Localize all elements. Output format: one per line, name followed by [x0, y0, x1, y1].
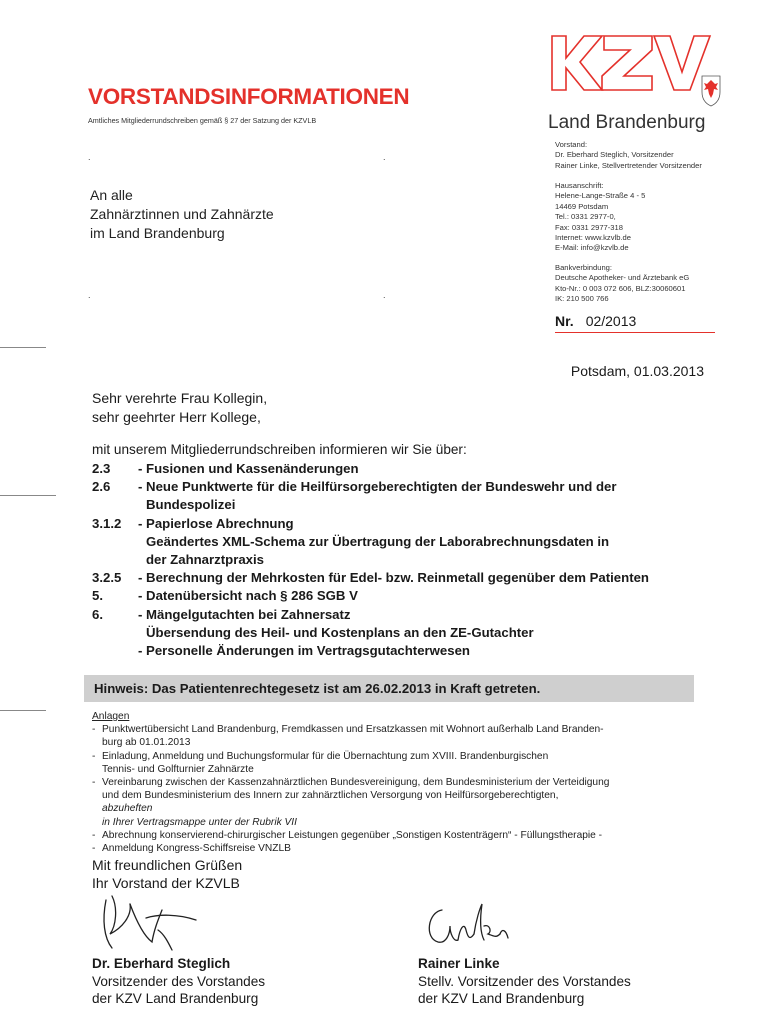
signatory-steglich [92, 955, 265, 1008]
attachment-text: und dem Bundesministerium des Innern zur zahnärztlichen Versorgung von Heilfürsorgeberechtigten, [102, 790, 559, 802]
document-title: VORSTANDSINFORMATIONEN [88, 84, 410, 109]
topic-item [92, 569, 712, 587]
topic-item [92, 460, 712, 478]
attachment-line: in Ihrer Vertragsmappe unter der Rubrik VII [102, 816, 297, 828]
signatory-org: der KZV Land Brandenburg [92, 991, 259, 1006]
attachment-emphasis: abzuheften [102, 803, 153, 815]
fold-mark [0, 347, 46, 348]
topic-item [92, 606, 712, 661]
address-line: im Land Brandenburg [90, 225, 225, 241]
intro-text: mit unserem Mitgliederrundschreiben informieren wir Sie über: [92, 442, 467, 457]
svg-text:Land Brandenburg: Land Brandenburg [548, 112, 706, 133]
info-line: Rainer Linke, Stellvertretender Vorsitzender [555, 160, 702, 170]
info-line: 14469 Potsdam [555, 201, 609, 211]
board-info [555, 140, 755, 171]
topic-line: - Datenübersicht nach § 286 SGB V [138, 588, 358, 604]
attachment-item: - Einladung, Anmeldung und Buchungsformular für die Übernachtung zum XVIII. Brandenburgischen Tennis- und Golfturnier Zahnärzte [92, 750, 549, 775]
info-line: Tel.: 0331 2977-0, [555, 212, 616, 222]
signatory-role: Stellv. Vorsitzender des Vorstandes [418, 973, 631, 989]
salutation-line: sehr geehrter Herr Kollege, [92, 409, 261, 425]
topic-number: 6. [92, 606, 103, 622]
salutation [92, 389, 267, 427]
topic-line: - Papierlose Abrechnung [138, 515, 294, 531]
attachment-line [102, 789, 609, 815]
recipient-address [90, 186, 274, 243]
topic-line: Geändertes XML-Schema zur Übertragung der Laborabrechnungsdaten in [146, 533, 610, 549]
info-line: Deutsche Apotheker- und Ärztebank eG [555, 273, 690, 283]
attachments [92, 710, 712, 855]
attachment-line: Tennis- und Golfturnier Zahnärzte [102, 763, 254, 775]
info-line: Vorstand: [555, 140, 588, 149]
attachment-line: Vereinbarung zwischen der Kassenzahnärztlichen Bundesvereinigung, dem Bundesministerium der Verteidigung [102, 777, 610, 789]
info-line: E-Mail: info@kzvlb.de [555, 243, 629, 253]
info-line: IK: 210 500 766 [555, 294, 609, 304]
kzv-logo [544, 32, 724, 134]
topic-number: 3.2.5 [92, 570, 122, 586]
topic-item [92, 587, 712, 605]
closing [92, 857, 242, 892]
circular-number [555, 313, 715, 333]
fold-mark [0, 710, 46, 711]
punch-mark [0, 495, 56, 496]
topic-line: Übersendung des Heil- und Kostenplans an den ZE-Gutachter [146, 624, 534, 640]
address-marker: . [383, 290, 386, 300]
number-label: Nr. [555, 313, 574, 329]
bank-info [555, 263, 755, 305]
info-line: Hausanschrift: [555, 181, 604, 190]
attachment-item: - Punktwertübersicht Land Brandenburg, Fremdkassen und Ersatzkassen mit Wohnort außerhalb Land Branden- burg ab 01.01.2013 [92, 724, 604, 749]
number-value: 02/2013 [585, 313, 637, 329]
address-marker: . [383, 152, 386, 162]
topic-item [92, 515, 712, 570]
topic-line: - Personelle Änderungen im Vertragsgutachterwesen [138, 643, 470, 659]
closing-line: Ihr Vorstand der KZVLB [92, 874, 240, 891]
topic-line: - Fusionen und Kassenänderungen [138, 461, 359, 476]
postal-address-info [555, 181, 755, 254]
attachment-line: Einladung, Anmeldung und Buchungsformular für die Übernachtung zum XVIII. Brandenburgischen [102, 750, 549, 762]
address-line: Zahnärztinnen und Zahnärzte [90, 206, 274, 222]
info-line: Helene-Lange-Straße 4 - 5 [555, 191, 646, 201]
info-line: Bankverbindung: [555, 263, 612, 272]
topic-item [92, 478, 712, 514]
topic-line: - Mängelgutachten bei Zahnersatz [138, 606, 351, 622]
signatory-org: der KZV Land Brandenburg [418, 991, 585, 1006]
info-line: Fax: 0331 2977-318 [555, 222, 623, 232]
attachment-line: burg ab 01.01.2013 [102, 737, 191, 749]
attachment-item: - Anmeldung Kongress-Schiffsreise VNZLB [92, 843, 291, 855]
kzv-logo-mark [544, 32, 724, 134]
topic-line: der Zahnarztpraxis [146, 552, 264, 568]
attachment-line: Anmeldung Kongress-Schiffsreise VNZLB [102, 843, 291, 855]
attachment-line: Abrechnung konservierend-chirurgischer Leistungen gegenüber „Sonstigen Kostenträgern“ - Füllungstherapie - [102, 829, 603, 841]
signatory-role: Vorsitzender des Vorstandes [92, 973, 266, 989]
attachment-item: - Abrechnung konservierend-chirurgischer Leistungen gegenüber „Sonstigen Kostenträgern“ - Füllungstherapie - [92, 829, 603, 841]
topic-line: - Neue Punktwerte für die Heilfürsorgeberechtigten der Bundeswehr und der [138, 479, 617, 495]
signatory-linke [418, 955, 631, 1008]
topic-number: 2.6 [92, 479, 111, 495]
document-subtitle: Amtliches Mitgliederrundschreiben gemäß § 27 der Satzung der KZVLB [88, 116, 317, 125]
address-marker: . [88, 152, 91, 162]
topic-list [92, 460, 712, 660]
topic-line: - Berechnung der Mehrkosten für Edel- bzw. Reinmetall gegenüber dem Patienten [138, 570, 649, 586]
topic-number: 3.1.2 [92, 515, 122, 531]
address-line: An alle [90, 187, 133, 203]
topic-line: Bundespolizei [146, 497, 236, 513]
document-date: Potsdam, 01.03.2013 [570, 363, 704, 379]
salutation-line: Sehr verehrte Frau Kollegin, [92, 390, 268, 406]
attachments-heading: Anlagen [92, 711, 130, 722]
signature-steglich [92, 890, 202, 956]
info-line: Dr. Eberhard Steglich, Vorsitzender [555, 150, 674, 160]
eagle-icon [702, 76, 720, 106]
info-line: Internet: www.kzvlb.de [555, 233, 631, 243]
hint-banner: Hinweis: Das Patientenrechtegesetz ist am 26.02.2013 in Kraft getreten. [84, 675, 694, 702]
closing-line: Mit freundlichen Grüßen [92, 857, 243, 873]
attachment-line: Punktwertübersicht Land Brandenburg, Fremdkassen und Ersatzkassen mit Wohnort außerhalb Land Branden- [102, 724, 604, 736]
topic-number: 5. [92, 588, 103, 604]
info-line: Kto-Nr.: 0 003 072 606, BLZ:30060601 [555, 283, 686, 293]
topic-number: 2.3 [92, 461, 111, 476]
attachment-item: - Vereinbarung zwischen der Kassenzahnärztlichen Bundesvereinigung, dem Bundesministerium der Verteidigung und dem Bundesministerium des Innern zur zahnärztlichen Versorgung von Heilfürsorgeberechtigten, abzuheften in Ihrer Vertragsmappe unter der Rubrik VII [92, 777, 610, 828]
signatory-name: Rainer Linke [418, 956, 500, 971]
signatory-name: Dr. Eberhard Steglich [92, 956, 231, 971]
address-marker: . [88, 290, 91, 300]
signature-linke [420, 898, 512, 954]
